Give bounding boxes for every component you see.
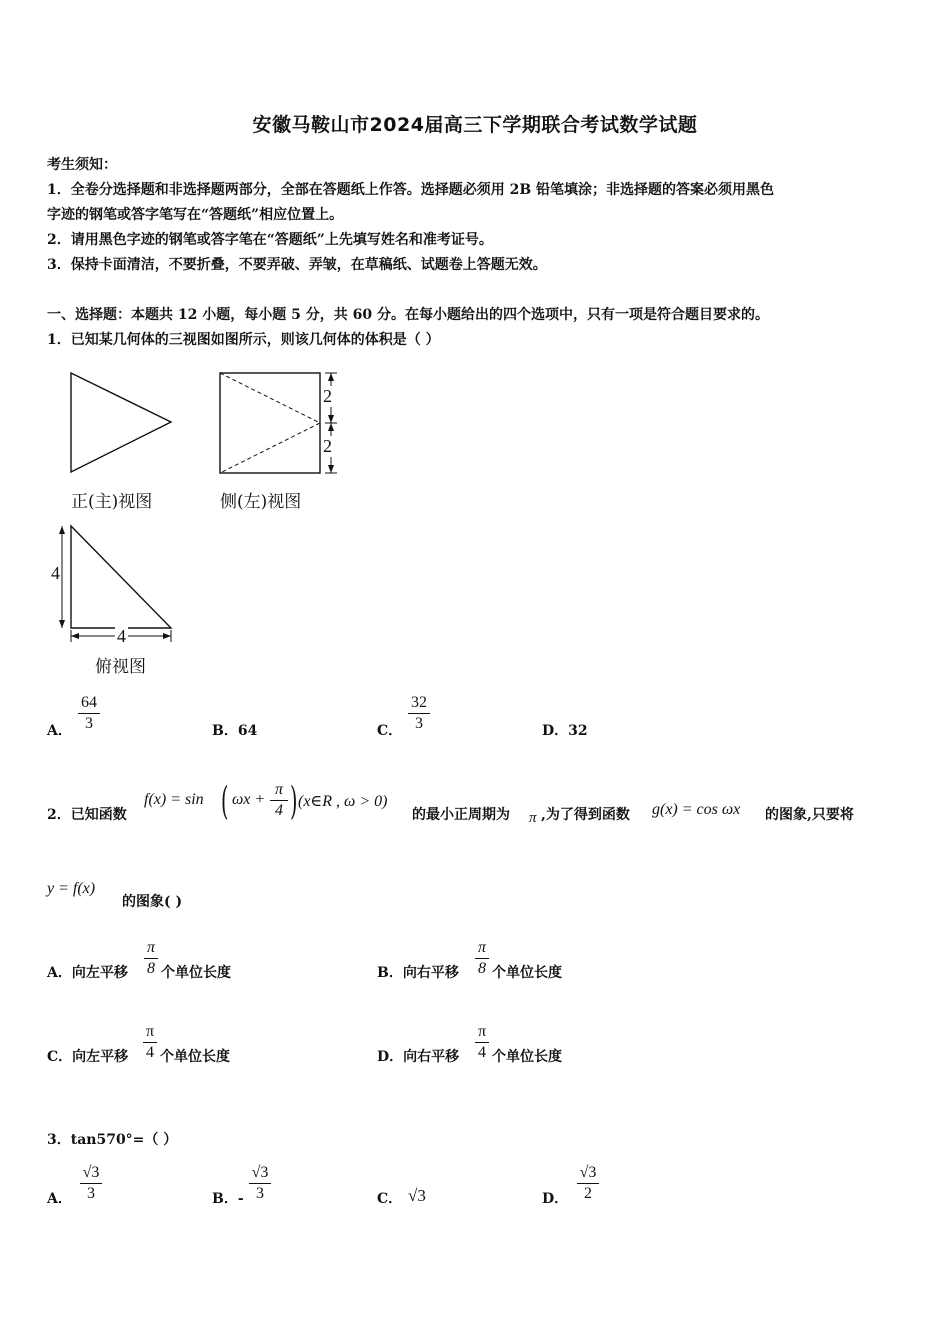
q1-option-b: B．64: [212, 723, 258, 739]
q2-g-definition: g(x) = cos ωx: [652, 801, 741, 818]
q3-option-c-label: C．: [377, 1191, 403, 1207]
q2-stem-mid2: ,为了得到函数: [541, 807, 630, 823]
q2-omega-x: ωx +: [232, 791, 266, 808]
q2-y-equals-f: y = f(x): [47, 880, 96, 897]
side-view-hidden-edges: [220, 373, 320, 473]
q2-option-b-label: B．向右平移: [377, 965, 459, 981]
q2-option-a-label: A．向左平移: [47, 965, 128, 981]
side-view-caption: 侧(左)视图: [220, 492, 302, 512]
notice-line-1b: 字迹的钢笔或答字笔写在“答题纸”相应位置上。: [47, 207, 344, 223]
q1-option-c-fraction: 32 3: [406, 693, 432, 734]
q1-option-d: D．32: [542, 723, 588, 739]
q3-option-d-label: D．: [542, 1191, 569, 1207]
side-dim-bottom: 2: [323, 436, 332, 456]
question-1-stem: 1．已知某几何体的三视图如图所示，则该几何体的体积是（ ）: [47, 332, 440, 348]
q2-paren-right: ): [290, 779, 298, 823]
q2-line2-text: 的图象( ): [122, 894, 183, 910]
q2-option-c-label: C．向左平移: [47, 1049, 129, 1065]
question-2-prefix: 2．已知函数: [47, 807, 127, 823]
q2-option-d-tail: 个单位长度: [492, 1049, 562, 1065]
q1-option-a-label: A．: [47, 723, 72, 739]
q1-option-c-label: C．: [377, 723, 403, 739]
side-view-square: [220, 373, 320, 473]
q3-option-b-label: B．-: [212, 1191, 244, 1207]
q3-option-c-value: √3: [408, 1186, 426, 1205]
q2-paren-left: (: [221, 779, 229, 823]
q2-option-b-tail: 个单位长度: [492, 965, 562, 981]
top-dim-bottom: 4: [117, 626, 126, 646]
q3-option-a-label: A．: [47, 1191, 72, 1207]
q3-option-a-fraction: √3 3: [78, 1163, 104, 1204]
q1-option-a-fraction: 64 3: [76, 693, 102, 734]
q2-pi-over-4: π 4: [268, 780, 290, 821]
q2-stem-end: 的图象,只要将: [765, 807, 854, 823]
notice-line-2: 2．请用黑色字迹的钢笔或答字笔在“答题纸”上先填写姓名和准考证号。: [47, 232, 493, 248]
question-3-stem: 3．tan570°=（ ）: [47, 1132, 178, 1148]
side-dim-top: 2: [323, 386, 332, 406]
q2-f-definition: f(x) = sin: [144, 791, 204, 808]
front-view-caption: 正(主)视图: [71, 492, 153, 512]
top-view-triangle: [71, 526, 171, 628]
three-view-figure: [55, 362, 355, 682]
q2-stem-mid: 的最小正周期为: [412, 807, 510, 823]
section-heading: 一、选择题：本题共 12 小题，每小题 5 分，共 60 分。在每小题给出的四个选项中，只有一项是符合题目要求的。: [47, 307, 769, 323]
top-view-caption: 俯视图: [95, 657, 146, 677]
q2-period: π: [529, 810, 537, 826]
notice-line-3: 3．保持卡面清洁，不要折叠，不要弄破、弄皱，在草稿纸、试题卷上答题无效。: [47, 257, 547, 273]
notice-heading: 考生须知：: [47, 157, 117, 173]
notice-line-1a: 1．全卷分选择题和非选择题两部分，全部在答题纸上作答。选择题必须用 2B 铅笔填涂；非选择题的答案必须用黑色: [47, 182, 775, 198]
q2-option-c-fraction: π 4: [141, 1022, 159, 1063]
q2-option-d-fraction: π 4: [473, 1022, 491, 1063]
q2-domain: (x∈R , ω > 0): [298, 793, 388, 810]
q2-option-c-tail: 个单位长度: [160, 1049, 230, 1065]
top-dim-left: 4: [51, 563, 60, 583]
q2-option-b-fraction: π 8: [473, 938, 491, 979]
front-view-triangle: [71, 373, 171, 472]
q2-option-a-fraction: π 8: [142, 938, 160, 979]
q2-option-a-tail: 个单位长度: [161, 965, 231, 981]
q2-option-d-label: D．向右平移: [377, 1049, 460, 1065]
page-title: 安徽马鞍山市2024届高三下学期联合考试数学试题: [252, 114, 698, 136]
q3-option-b-fraction: √3 3: [247, 1163, 273, 1204]
q3-option-d-fraction: √3 2: [575, 1163, 601, 1204]
